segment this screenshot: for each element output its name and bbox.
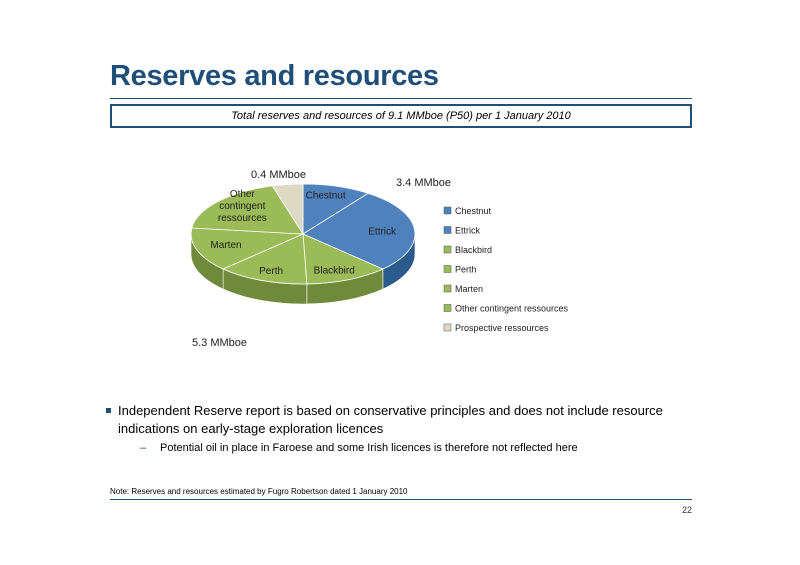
legend-label-other-contingent-ressources: Other contingent ressources: [455, 303, 569, 314]
slice-label-blackbird: Blackbird: [313, 265, 355, 277]
bullet-sub: [140, 441, 680, 455]
legend-label-perth: Perth: [455, 264, 477, 275]
slice-label-marten: Marten: [210, 240, 242, 252]
footer-divider: [110, 499, 692, 500]
chart-legend: [444, 206, 569, 333]
legend-swatch-marten: [444, 285, 451, 292]
slice-label-ettrick: Ettrick: [368, 226, 397, 238]
legend-swatch-chestnut: [444, 207, 451, 214]
legend-label-ettrick: Ettrick: [455, 225, 481, 236]
subtitle-box: Total reserves and resources of 9.1 MMboe (P50) per 1 January 2010: [110, 104, 692, 128]
slice-label-perth: Perth: [259, 266, 284, 278]
legend-label-prospective-ressources: Prospective ressources: [455, 323, 549, 333]
slice-label-chestnut: Chestnut: [305, 190, 346, 202]
annotation-prospective: 0.4 MMboe: [251, 169, 307, 181]
legend-label-blackbird: Blackbird: [455, 245, 493, 255]
dash-icon: –: [140, 442, 147, 454]
bullet-square-icon: [106, 408, 111, 413]
bullet-main: [106, 402, 686, 438]
page-number: 22: [681, 505, 692, 515]
legend-label-marten: Marten: [455, 284, 484, 294]
legend-swatch-perth: [444, 266, 451, 273]
legend-swatch-ettrick: [444, 227, 451, 234]
legend-swatch-prospective-ressources: [444, 324, 451, 331]
annotation-green-total: 5.3 MMboe: [192, 337, 248, 349]
slide-title: Reserves and resources: [110, 60, 439, 92]
slice-label-other-contingent-ressources: Other contingent ressources: [217, 189, 267, 225]
legend-label-chestnut: Chestnut: [455, 206, 492, 216]
bullet-main-text: Independent Reserve report is based on conservative principles and does not include resource indications on early-stage exploration licences: [118, 403, 663, 436]
footnote: Note: Reserves and resources estimated by Fugro Robertson dated 1 January 2010: [110, 487, 408, 496]
legend-swatch-blackbird: [444, 246, 451, 253]
annotation-blue-total: 3.4 MMboe: [396, 177, 452, 189]
legend-swatch-other-contingent-ressources: [444, 305, 451, 312]
bullet-sub-text: Potential oil in place in Faroese and some Irish licences is therefore not reflected here: [160, 442, 578, 454]
